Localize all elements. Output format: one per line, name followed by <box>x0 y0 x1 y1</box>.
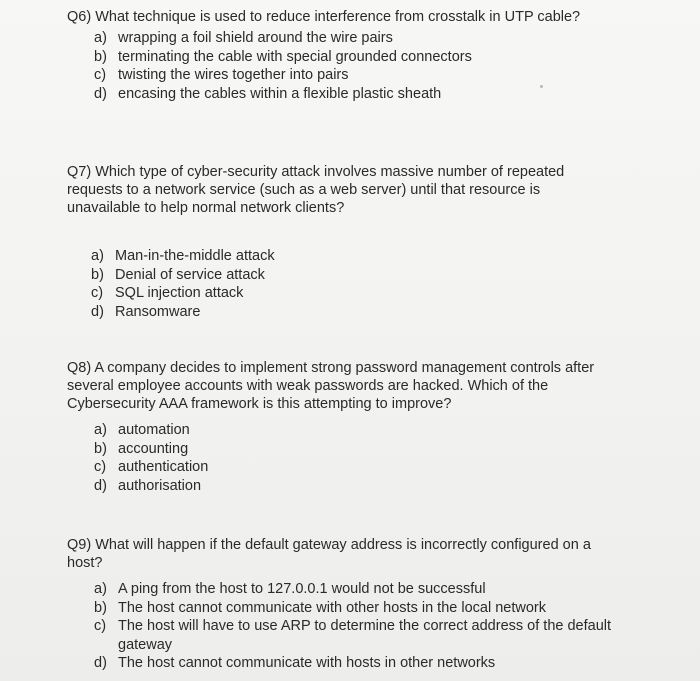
option-text: automation <box>118 422 190 438</box>
option-text: The host will have to use ARP to determine the correct address of the default gateway <box>118 618 612 653</box>
option-text: terminating the cable with special grounded connectors <box>118 48 472 65</box>
option-letter: c) <box>94 618 107 634</box>
option-b <box>94 440 622 459</box>
option-letter: a) <box>94 581 107 597</box>
option-text: A ping from the host to 127.0.0.1 would not be successful <box>118 581 486 597</box>
option-list <box>91 247 592 321</box>
option-list <box>94 421 622 495</box>
option-c <box>91 284 592 303</box>
option-text: Ransomware <box>115 303 201 320</box>
option-letter: d) <box>94 655 107 671</box>
option-a <box>94 580 627 599</box>
question-stem: Q9) What will happen if the default gateway address is incorrectly configured on a host? <box>67 537 591 571</box>
option-a <box>91 247 592 266</box>
option-letter: b) <box>94 440 107 457</box>
question-stem: Q7) Which type of cyber-security attack involves massive number of repeated requests to a network service (such as a web server) until that resource is unavailable to help normal network clients? <box>67 164 565 216</box>
option-a <box>94 29 627 48</box>
option-letter: b) <box>91 266 104 283</box>
option-text: The host cannot communicate with hosts in other networks <box>118 655 496 671</box>
option-letter: a) <box>91 248 104 264</box>
option-text: accounting <box>118 440 189 457</box>
option-d <box>94 654 627 673</box>
option-text: wrapping a foil shield around the wire pairs <box>118 30 393 46</box>
option-text: SQL injection attack <box>115 285 244 301</box>
option-letter: b) <box>94 48 107 65</box>
question-8 <box>67 359 622 495</box>
option-text: authorisation <box>118 477 202 494</box>
option-letter: a) <box>94 422 107 438</box>
option-text: authentication <box>118 459 209 475</box>
option-d <box>94 85 627 104</box>
option-c <box>94 617 627 654</box>
option-a <box>94 421 622 440</box>
question-stem: Q8) A company decides to implement strong password management controls after several employee accounts with weak passwords are hacked. Which of the Cybersecurity AAA framework is this attempting to improve? <box>67 360 595 412</box>
option-letter: a) <box>94 30 107 46</box>
option-d <box>94 477 622 496</box>
option-letter: d) <box>94 477 107 494</box>
question-6 <box>67 8 627 103</box>
option-text: twisting the wires together into pairs <box>118 67 349 83</box>
option-letter: c) <box>91 285 104 301</box>
question-9 <box>67 536 627 673</box>
option-letter: d) <box>91 303 104 320</box>
option-b <box>94 48 627 67</box>
option-b <box>94 599 627 618</box>
option-c <box>94 66 627 85</box>
option-letter: c) <box>94 459 107 475</box>
option-b <box>91 266 592 285</box>
option-text: Denial of service attack <box>115 266 265 283</box>
option-d <box>91 303 592 322</box>
option-list <box>94 29 627 103</box>
option-text: The host cannot communicate with other hosts in the local network <box>118 599 546 616</box>
question-stem: Q6) What technique is used to reduce interference from crosstalk in UTP cable? <box>67 9 581 25</box>
option-letter: d) <box>94 85 107 102</box>
option-text: Man-in-the-middle attack <box>115 248 275 264</box>
option-text: encasing the cables within a flexible plastic sheath <box>118 85 442 102</box>
option-c <box>94 458 622 477</box>
option-list <box>94 580 627 673</box>
option-letter: b) <box>94 599 107 616</box>
option-letter: c) <box>94 67 107 83</box>
question-7 <box>67 163 592 321</box>
